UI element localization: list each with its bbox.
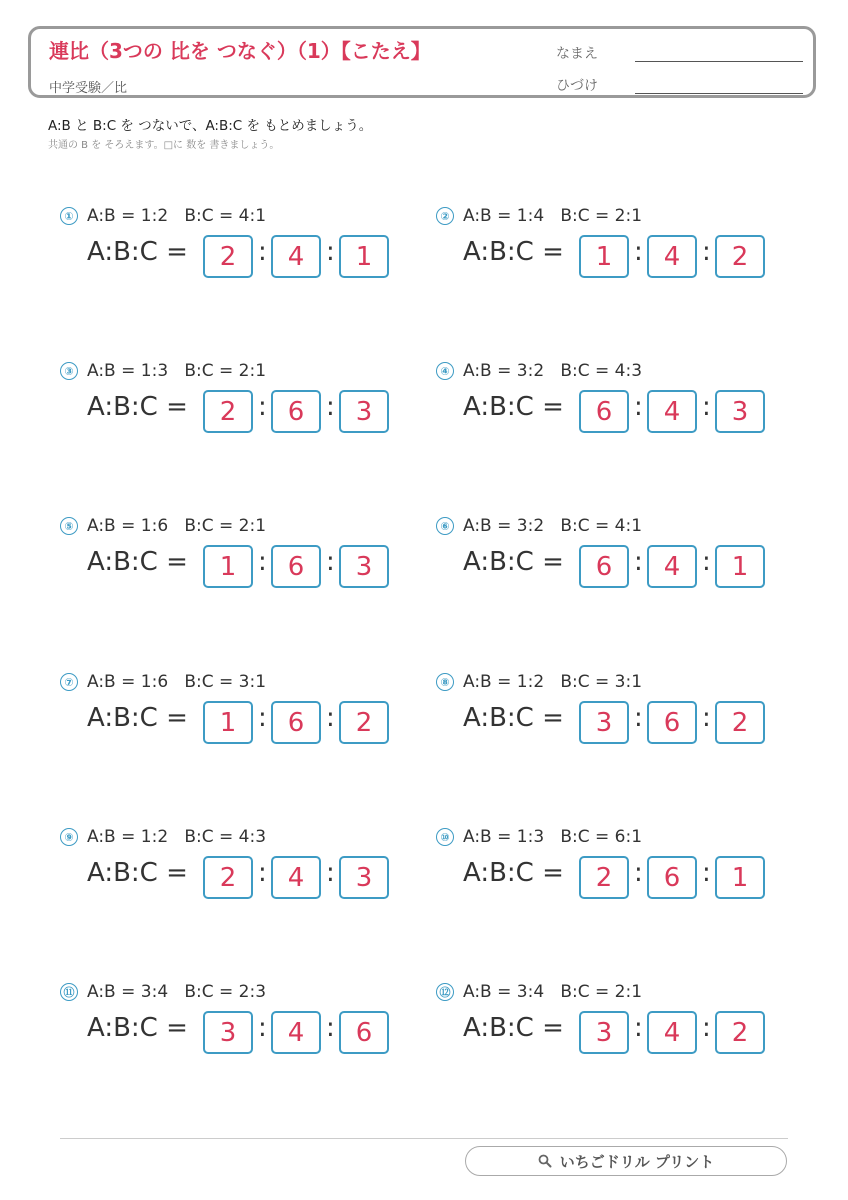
answer-box-b[interactable]: 6 xyxy=(271,390,321,433)
problem-given: A:B = 1:2 B:C = 4:1 xyxy=(87,206,267,226)
search-icon xyxy=(538,1154,552,1168)
answer-box-c[interactable]: 1 xyxy=(715,545,765,588)
problem-given: A:B = 1:4 B:C = 2:1 xyxy=(463,206,643,226)
answer-box-b[interactable]: 4 xyxy=(647,1011,697,1054)
colon: : xyxy=(258,858,267,888)
problem-10 xyxy=(436,828,796,918)
answer-label: A:B:C = xyxy=(463,237,564,267)
problem-number: ③ xyxy=(60,362,78,380)
page-title: 連比（3つの 比を つなぐ）（1）【こたえ】 xyxy=(49,39,431,63)
answer-box-b[interactable]: 6 xyxy=(647,701,697,744)
answer-label: A:B:C = xyxy=(463,1013,564,1043)
problem-12 xyxy=(436,983,796,1073)
problem-number: ② xyxy=(436,207,454,225)
answer-box-b[interactable]: 4 xyxy=(271,1011,321,1054)
answer-box-c[interactable]: 2 xyxy=(715,235,765,278)
problem-number: ⑫ xyxy=(436,983,454,1001)
name-field[interactable] xyxy=(635,61,803,62)
date-label: ひづけ xyxy=(556,78,598,94)
page-subtitle: 中学受験／比 xyxy=(49,81,128,96)
answer-box-b[interactable]: 4 xyxy=(271,235,321,278)
answer-box-a[interactable]: 1 xyxy=(579,235,629,278)
answer-label: A:B:C = xyxy=(463,547,564,577)
problem-number: ⑪ xyxy=(60,983,78,1001)
problem-given: A:B = 3:4 B:C = 2:1 xyxy=(463,982,643,1002)
answer-box-c[interactable]: 2 xyxy=(715,1011,765,1054)
answer-box-c[interactable]: 2 xyxy=(339,701,389,744)
answer-box-a[interactable]: 2 xyxy=(579,856,629,899)
answer-box-a[interactable]: 3 xyxy=(579,701,629,744)
problem-given: A:B = 3:2 B:C = 4:3 xyxy=(463,361,643,381)
problem-number: ⑤ xyxy=(60,517,78,535)
answer-label: A:B:C = xyxy=(463,858,564,888)
problem-given: A:B = 1:6 B:C = 2:1 xyxy=(87,516,267,536)
answer-label: A:B:C = xyxy=(87,858,188,888)
colon: : xyxy=(634,547,643,577)
answer-box-a[interactable]: 1 xyxy=(203,545,253,588)
answer-box-a[interactable]: 3 xyxy=(579,1011,629,1054)
colon: : xyxy=(326,858,335,888)
colon: : xyxy=(258,703,267,733)
answer-box-b[interactable]: 4 xyxy=(647,235,697,278)
colon: : xyxy=(326,703,335,733)
problem-7 xyxy=(60,673,420,763)
answer-label: A:B:C = xyxy=(87,392,188,422)
problem-11 xyxy=(60,983,420,1073)
answer-box-c[interactable]: 2 xyxy=(715,701,765,744)
answer-box-a[interactable]: 3 xyxy=(203,1011,253,1054)
problem-3 xyxy=(60,362,420,452)
worksheet-header xyxy=(28,26,816,98)
answer-box-a[interactable]: 2 xyxy=(203,235,253,278)
answer-box-a[interactable]: 6 xyxy=(579,545,629,588)
colon: : xyxy=(634,392,643,422)
problem-given: A:B = 1:2 B:C = 3:1 xyxy=(463,672,643,692)
answer-box-c[interactable]: 1 xyxy=(715,856,765,899)
colon: : xyxy=(326,237,335,267)
problem-given: A:B = 1:6 B:C = 3:1 xyxy=(87,672,267,692)
problem-given: A:B = 3:4 B:C = 2:3 xyxy=(87,982,267,1002)
colon: : xyxy=(258,1013,267,1043)
footer-brand-text: いちごドリル プリント xyxy=(559,1152,715,1171)
answer-label: A:B:C = xyxy=(87,703,188,733)
problem-5 xyxy=(60,517,420,607)
colon: : xyxy=(634,858,643,888)
answer-box-a[interactable]: 2 xyxy=(203,856,253,899)
answer-box-b[interactable]: 4 xyxy=(647,390,697,433)
answer-label: A:B:C = xyxy=(463,703,564,733)
answer-box-c[interactable]: 1 xyxy=(339,235,389,278)
footer-divider xyxy=(60,1138,788,1139)
answer-label: A:B:C = xyxy=(87,237,188,267)
colon: : xyxy=(702,703,711,733)
answer-box-a[interactable]: 6 xyxy=(579,390,629,433)
problem-given: A:B = 1:2 B:C = 4:3 xyxy=(87,827,267,847)
problem-number: ① xyxy=(60,207,78,225)
colon: : xyxy=(702,547,711,577)
colon: : xyxy=(634,1013,643,1043)
date-field[interactable] xyxy=(635,93,803,94)
colon: : xyxy=(258,547,267,577)
colon: : xyxy=(702,1013,711,1043)
colon: : xyxy=(702,237,711,267)
problem-9 xyxy=(60,828,420,918)
colon: : xyxy=(326,392,335,422)
answer-box-b[interactable]: 4 xyxy=(271,856,321,899)
problem-given: A:B = 1:3 B:C = 6:1 xyxy=(463,827,643,847)
problem-number: ⑨ xyxy=(60,828,78,846)
problem-number: ⑩ xyxy=(436,828,454,846)
instructions: A:B と B:C を つないで、A:B:C を もとめましょう。 xyxy=(48,118,373,134)
problem-1 xyxy=(60,207,420,297)
answer-box-c[interactable]: 6 xyxy=(339,1011,389,1054)
answer-box-c[interactable]: 3 xyxy=(339,856,389,899)
problem-number: ⑧ xyxy=(436,673,454,691)
answer-box-c[interactable]: 3 xyxy=(715,390,765,433)
colon: : xyxy=(702,392,711,422)
problem-number: ⑦ xyxy=(60,673,78,691)
answer-label: A:B:C = xyxy=(87,1013,188,1043)
problem-2 xyxy=(436,207,796,297)
instructions-hint: 共通の B を そろえます。□に 数を 書きましょう。 xyxy=(48,140,280,151)
footer-brand-link[interactable] xyxy=(465,1146,787,1176)
answer-box-b[interactable]: 6 xyxy=(271,701,321,744)
answer-label: A:B:C = xyxy=(463,392,564,422)
answer-label: A:B:C = xyxy=(87,547,188,577)
answer-box-b[interactable]: 6 xyxy=(271,545,321,588)
problem-given: A:B = 3:2 B:C = 4:1 xyxy=(463,516,643,536)
problem-number: ④ xyxy=(436,362,454,380)
colon: : xyxy=(702,858,711,888)
answer-box-b[interactable]: 4 xyxy=(647,545,697,588)
problem-6 xyxy=(436,517,796,607)
answer-box-b[interactable]: 6 xyxy=(647,856,697,899)
answer-box-a[interactable]: 2 xyxy=(203,390,253,433)
problem-given: A:B = 1:3 B:C = 2:1 xyxy=(87,361,267,381)
problem-number: ⑥ xyxy=(436,517,454,535)
colon: : xyxy=(326,547,335,577)
colon: : xyxy=(258,392,267,422)
answer-box-a[interactable]: 1 xyxy=(203,701,253,744)
answer-box-c[interactable]: 3 xyxy=(339,390,389,433)
answer-box-c[interactable]: 3 xyxy=(339,545,389,588)
name-label: なまえ xyxy=(556,46,598,62)
colon: : xyxy=(258,237,267,267)
colon: : xyxy=(634,703,643,733)
colon: : xyxy=(326,1013,335,1043)
problem-8 xyxy=(436,673,796,763)
problem-4 xyxy=(436,362,796,452)
colon: : xyxy=(634,237,643,267)
